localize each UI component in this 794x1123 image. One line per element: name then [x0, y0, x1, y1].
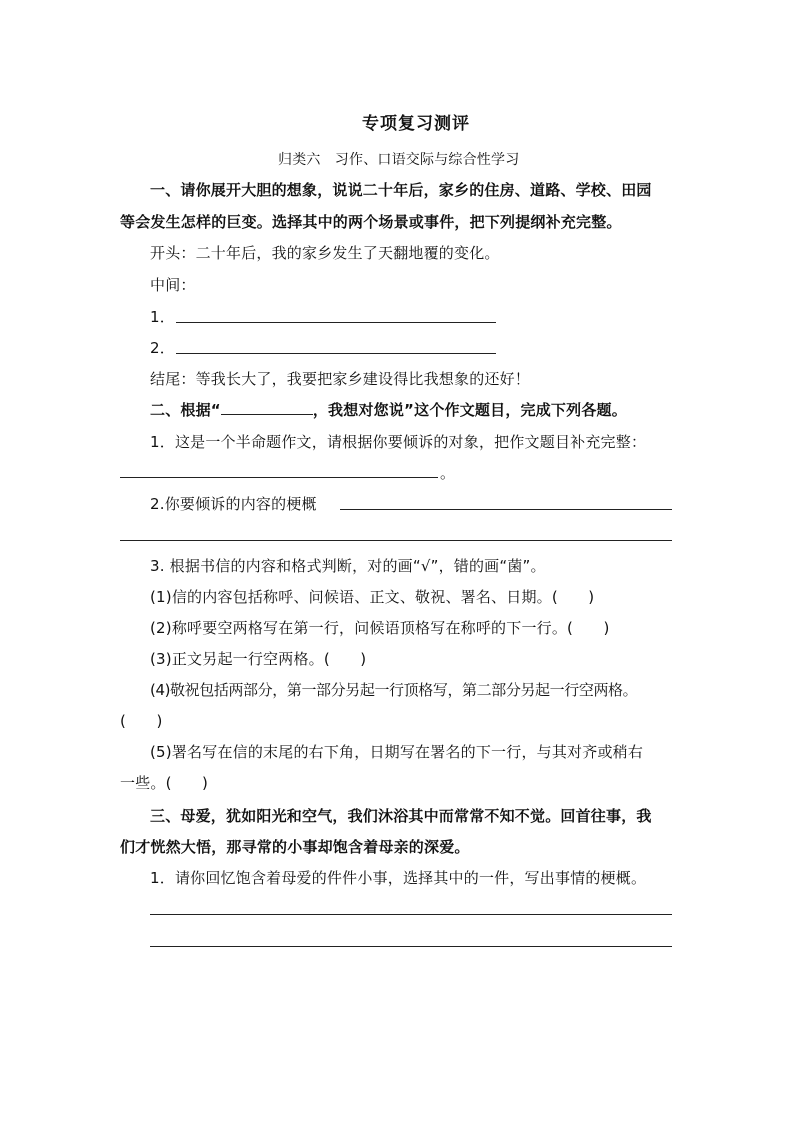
q2-title-blank[interactable] — [221, 400, 313, 415]
q1-item2-label: 2． — [150, 339, 175, 357]
q2-sub1: 1．这是一个半命题作文，请根据你要倾诉的对象，把作文题目补充完整： — [150, 433, 647, 451]
q1-stem-line1: 一、请你展开大胆的想象，说说二十年后，家乡的住房、道路、学校、田园 — [150, 181, 652, 199]
q3-answer-line1[interactable] — [150, 914, 672, 915]
q2-sub2: 2.你要倾诉的内容的梗概 — [150, 495, 317, 513]
q1-item2-answer-line[interactable] — [176, 353, 496, 354]
q1-ending: 结尾：等我长大了，我要把家乡建设得比我想象的还好！ — [150, 370, 531, 388]
section-subtitle: 归类六 习作、口语交际与综合性学习 — [278, 152, 520, 168]
page-title: 专项复习测评 — [362, 114, 470, 134]
q3-stem-line1: 三、母爱，犹如阳光和空气，我们沐浴其中而常常不知不觉。回首往事，我 — [150, 807, 652, 825]
q2-stem-before: 二、根据“ — [150, 401, 221, 419]
q1-item1-label: 1． — [150, 308, 175, 326]
q2-judge5-line2: 一些。( ) — [120, 774, 209, 792]
q1-middle-label: 中间： — [150, 276, 196, 294]
q1-stem-line2: 等会发生怎样的巨变。选择其中的两个场景或事件，把下列提纲补充完整。 — [120, 213, 622, 231]
q2-stem — [150, 400, 627, 420]
q2-judge4-line1: (4)敬祝包括两部分，第一部分另起一行顶格写，第二部分另起一行空两格。 — [150, 681, 638, 699]
q2-judge4-line2: ( ) — [120, 712, 163, 730]
q2-sub2-answer-line1[interactable] — [340, 509, 672, 510]
q2-sub3: 3. 根据书信的内容和格式判断，对的画“√”，错的画“菌”。 — [150, 557, 546, 575]
q2-sub2-answer-line2[interactable] — [120, 540, 672, 541]
q3-stem-line2: 们才恍然大悟，那寻常的小事却饱含着母亲的深爱。 — [120, 838, 470, 856]
q2-sub1-end: 。 — [440, 464, 456, 482]
q3-sub1: 1．请你回忆饱含着母爱的件件小事，选择其中的一件，写出事情的梗概。 — [150, 869, 647, 887]
q2-judge5-line1: (5)署名写在信的末尾的右下角，日期写在署名的下一行，与其对齐或稍右 — [150, 743, 644, 761]
q3-answer-line2[interactable] — [150, 946, 672, 947]
q1-item1-answer-line[interactable] — [176, 322, 496, 323]
q2-judge1: (1)信的内容包括称呼、问候语、正文、敬祝、署名、日期。( ) — [150, 588, 595, 606]
q2-judge2: (2)称呼要空两格写在第一行，问候语顶格写在称呼的下一行。( ) — [150, 619, 610, 637]
q1-opening: 开头：二十年后，我的家乡发生了天翻地覆的变化。 — [150, 244, 500, 262]
q2-judge3: (3)正文另起一行空两格。( ) — [150, 650, 367, 668]
q2-stem-after: ，我想对您说”这个作文题目，完成下列各题。 — [312, 401, 627, 419]
q2-sub1-answer-line[interactable] — [120, 477, 438, 478]
